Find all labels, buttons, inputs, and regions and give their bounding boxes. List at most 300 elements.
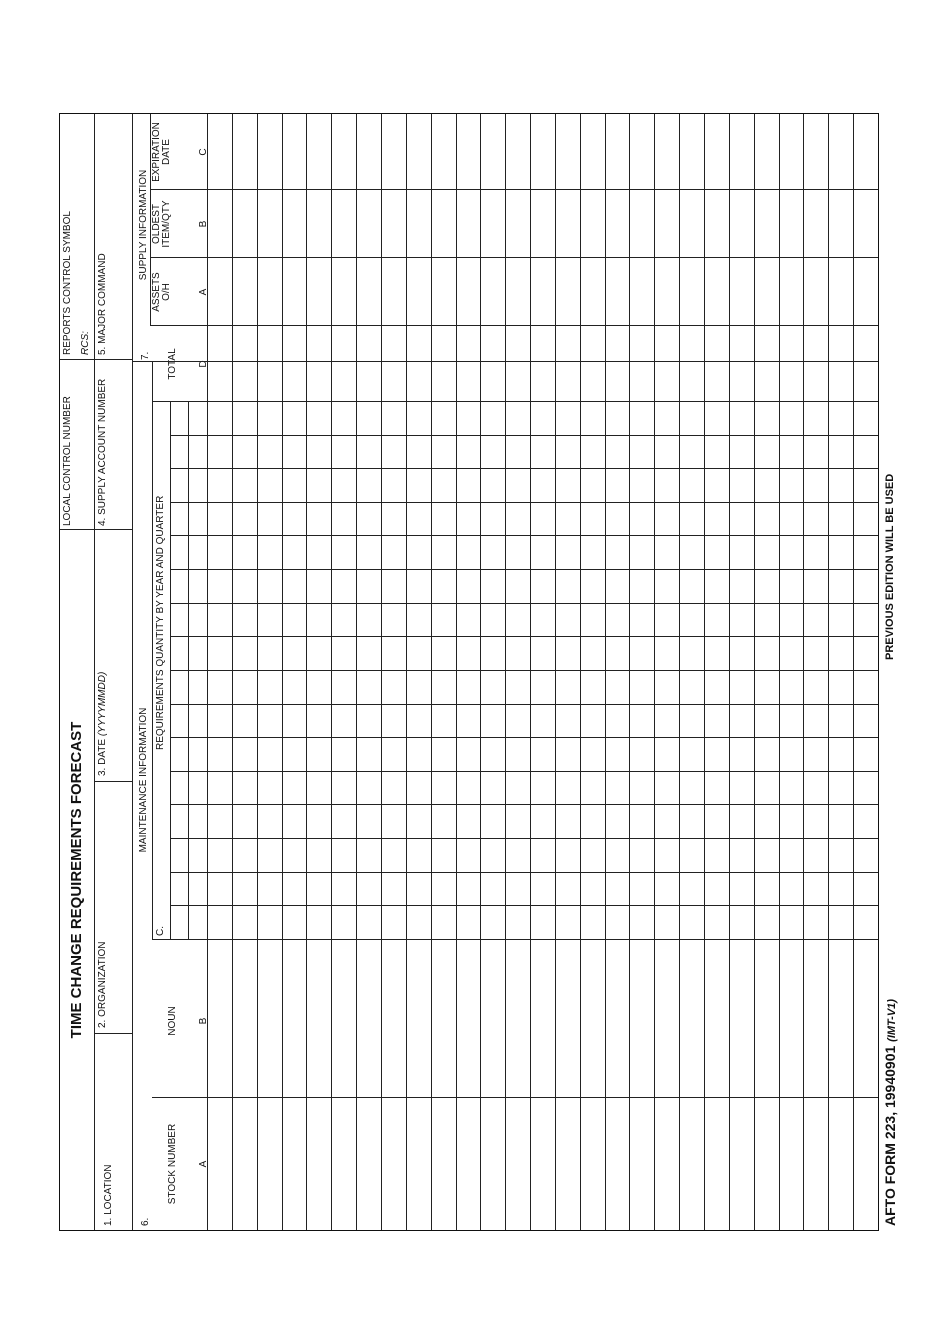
quarter-column-line bbox=[170, 838, 878, 839]
assets-cell[interactable] bbox=[629, 258, 654, 326]
assets-cell[interactable] bbox=[505, 258, 530, 326]
expiration-date-cell[interactable] bbox=[207, 114, 232, 190]
assets-cell[interactable] bbox=[754, 258, 779, 326]
oldest-item-cell[interactable] bbox=[779, 190, 804, 258]
local-control-number-label: LOCAL CONTROL NUMBER bbox=[62, 396, 73, 526]
stock-number-cell[interactable] bbox=[406, 1098, 431, 1230]
row-line bbox=[754, 114, 755, 1230]
expiration-date-cell[interactable] bbox=[232, 114, 257, 190]
noun-cell[interactable] bbox=[381, 940, 406, 1098]
noun-cell[interactable] bbox=[679, 940, 704, 1098]
row-line bbox=[853, 114, 854, 1230]
assets-cell[interactable] bbox=[406, 258, 431, 326]
rcs-label: RCS: bbox=[80, 331, 91, 355]
noun-cell[interactable] bbox=[232, 940, 257, 1098]
oldest-item-cell[interactable] bbox=[729, 190, 754, 258]
expiration-date-cell[interactable] bbox=[555, 114, 580, 190]
total-cell[interactable] bbox=[257, 362, 282, 402]
total-cell-ext[interactable] bbox=[505, 326, 530, 362]
organization-field[interactable] bbox=[110, 790, 132, 1030]
requirements-cell[interactable] bbox=[456, 402, 481, 940]
field-row-divider bbox=[132, 114, 133, 1230]
stock-number-letter: A bbox=[198, 1160, 209, 1168]
supply-information-heading: SUPPLY INFORMATION bbox=[138, 169, 149, 281]
row-line bbox=[654, 114, 655, 1230]
expiration-date-cell[interactable] bbox=[356, 114, 381, 190]
noun-cell[interactable] bbox=[282, 940, 307, 1098]
expiration-date-cell[interactable] bbox=[530, 114, 555, 190]
total-cell-ext[interactable] bbox=[679, 326, 704, 362]
total-cell[interactable] bbox=[803, 362, 828, 402]
quarter-column-line bbox=[170, 636, 878, 637]
assets-cell[interactable] bbox=[431, 258, 456, 326]
requirements-cell[interactable] bbox=[729, 402, 754, 940]
total-cell[interactable] bbox=[555, 362, 580, 402]
stock-number-cell[interactable] bbox=[282, 1098, 307, 1230]
noun-cell[interactable] bbox=[828, 940, 853, 1098]
row-line bbox=[306, 114, 307, 1230]
oldest-item-cell[interactable] bbox=[654, 190, 679, 258]
stock-number-cell[interactable] bbox=[306, 1098, 331, 1230]
row-line bbox=[505, 114, 506, 1230]
row-line bbox=[629, 114, 630, 1230]
stock-number-cell[interactable] bbox=[654, 1098, 679, 1230]
assets-cell[interactable] bbox=[282, 258, 307, 326]
row-line bbox=[729, 114, 730, 1230]
quarter-column-line bbox=[170, 872, 878, 873]
noun-cell[interactable] bbox=[331, 940, 356, 1098]
row-line bbox=[406, 114, 407, 1230]
assets-cell[interactable] bbox=[207, 258, 232, 326]
major-command-label: 5. MAJOR COMMAND bbox=[97, 253, 108, 355]
noun-cell[interactable] bbox=[356, 940, 381, 1098]
row-line bbox=[580, 114, 581, 1230]
total-cell-ext[interactable] bbox=[480, 326, 505, 362]
field-sep-3 bbox=[94, 529, 132, 530]
title-sep-1 bbox=[60, 529, 94, 530]
expiration-date-cell[interactable] bbox=[754, 114, 779, 190]
quarter-column-line bbox=[170, 905, 878, 906]
quarter-divider-1 bbox=[170, 402, 171, 940]
expiration-date-cell[interactable] bbox=[605, 114, 630, 190]
row-line bbox=[456, 114, 457, 1230]
row-line bbox=[779, 114, 780, 1230]
expiration-date-cell[interactable] bbox=[679, 114, 704, 190]
total-cell[interactable] bbox=[779, 362, 804, 402]
supply-subheader-line bbox=[150, 114, 151, 326]
stock-number-cell[interactable] bbox=[381, 1098, 406, 1230]
noun-cell[interactable] bbox=[654, 940, 679, 1098]
time-change-requirements-form bbox=[59, 113, 898, 1231]
requirements-cell[interactable] bbox=[530, 402, 555, 940]
total-cell[interactable] bbox=[356, 362, 381, 402]
quarter-column-line bbox=[170, 468, 878, 469]
noun-cell[interactable] bbox=[629, 940, 654, 1098]
total-cell-ext[interactable] bbox=[704, 326, 729, 362]
total-cell-ext[interactable] bbox=[580, 326, 605, 362]
requirements-cell[interactable] bbox=[356, 402, 381, 940]
total-cell[interactable] bbox=[729, 362, 754, 402]
local-control-number-field[interactable] bbox=[60, 363, 94, 528]
field-sep-2 bbox=[94, 781, 132, 782]
oldest-item-cell[interactable] bbox=[828, 190, 853, 258]
requirements-cell[interactable] bbox=[754, 402, 779, 940]
assets-cell[interactable] bbox=[679, 258, 704, 326]
noun-cell[interactable] bbox=[853, 940, 878, 1098]
total-cell-ext[interactable] bbox=[754, 326, 779, 362]
expiration-date-cell[interactable] bbox=[828, 114, 853, 190]
total-cell-ext[interactable] bbox=[232, 326, 257, 362]
oldest-item-cell[interactable] bbox=[505, 190, 530, 258]
stock-number-cell[interactable] bbox=[257, 1098, 282, 1230]
requirements-cell[interactable] bbox=[580, 402, 605, 940]
stock-number-cell[interactable] bbox=[704, 1098, 729, 1230]
form-identifier: AFTO FORM 223, 19940901 (IMT-V1) bbox=[882, 999, 898, 1226]
field-sep-1 bbox=[94, 1033, 132, 1034]
noun-cell[interactable] bbox=[505, 940, 530, 1098]
stock-number-cell[interactable] bbox=[779, 1098, 804, 1230]
stock-number-header: STOCK NUMBER bbox=[167, 1123, 178, 1205]
location-field[interactable] bbox=[115, 1038, 132, 1228]
assets-cell[interactable] bbox=[232, 258, 257, 326]
requirements-cell[interactable] bbox=[605, 402, 630, 940]
requirements-cell[interactable] bbox=[853, 402, 878, 940]
stock-number-cell[interactable] bbox=[754, 1098, 779, 1230]
noun-header: NOUN bbox=[167, 1006, 178, 1036]
requirements-cell[interactable] bbox=[257, 402, 282, 940]
assets-cell[interactable] bbox=[356, 258, 381, 326]
noun-cell[interactable] bbox=[257, 940, 282, 1098]
requirements-cell[interactable] bbox=[431, 402, 456, 940]
expiration-date-letter: C bbox=[198, 148, 209, 156]
maintenance-information-heading: MAINTENANCE INFORMATION bbox=[138, 707, 149, 853]
location-label: 1. LOCATION bbox=[103, 1164, 114, 1226]
total-cell[interactable] bbox=[282, 362, 307, 402]
quarter-column-line bbox=[170, 569, 878, 570]
stock-number-cell[interactable] bbox=[232, 1098, 257, 1230]
requirements-cell[interactable] bbox=[282, 402, 307, 940]
requirements-cell[interactable] bbox=[381, 402, 406, 940]
requirements-cell[interactable] bbox=[306, 402, 331, 940]
quarter-column-line bbox=[170, 435, 878, 436]
total-cell[interactable] bbox=[331, 362, 356, 402]
stock-number-cell[interactable] bbox=[828, 1098, 853, 1230]
noun-cell[interactable] bbox=[580, 940, 605, 1098]
oldest-item-cell[interactable] bbox=[530, 190, 555, 258]
oldest-item-cell[interactable] bbox=[257, 190, 282, 258]
oldest-item-cell[interactable] bbox=[803, 190, 828, 258]
total-cell-ext[interactable] bbox=[605, 326, 630, 362]
oldest-item-cell[interactable] bbox=[356, 190, 381, 258]
total-cell[interactable] bbox=[207, 362, 232, 402]
quarter-column-line bbox=[170, 535, 878, 536]
assets-cell[interactable] bbox=[257, 258, 282, 326]
total-cell-ext[interactable] bbox=[381, 326, 406, 362]
oldest-item-cell[interactable] bbox=[331, 190, 356, 258]
assets-cell[interactable] bbox=[480, 258, 505, 326]
oldest-item-cell[interactable] bbox=[679, 190, 704, 258]
noun-cell[interactable] bbox=[729, 940, 754, 1098]
requirements-cell[interactable] bbox=[555, 402, 580, 940]
total-cell[interactable] bbox=[654, 362, 679, 402]
oldest-item-cell[interactable] bbox=[406, 190, 431, 258]
stock-number-cell[interactable] bbox=[729, 1098, 754, 1230]
supply-account-number-field[interactable] bbox=[110, 363, 132, 528]
total-cell[interactable] bbox=[679, 362, 704, 402]
total-cell-ext[interactable] bbox=[530, 326, 555, 362]
assets-cell[interactable] bbox=[530, 258, 555, 326]
stock-number-cell[interactable] bbox=[480, 1098, 505, 1230]
quarter-column-line bbox=[170, 771, 878, 772]
quarter-divider-2 bbox=[188, 402, 189, 940]
total-cell-ext[interactable] bbox=[456, 326, 481, 362]
total-cell[interactable] bbox=[704, 362, 729, 402]
expiration-date-cell[interactable] bbox=[306, 114, 331, 190]
section-7-number: 7. bbox=[140, 351, 151, 360]
row-line bbox=[381, 114, 382, 1230]
total-cell-ext[interactable] bbox=[406, 326, 431, 362]
expiration-date-cell[interactable] bbox=[282, 114, 307, 190]
row-line bbox=[331, 114, 332, 1230]
requirements-cell[interactable] bbox=[654, 402, 679, 940]
expiration-date-cell[interactable] bbox=[580, 114, 605, 190]
assets-cell[interactable] bbox=[779, 258, 804, 326]
assets-cell[interactable] bbox=[729, 258, 754, 326]
total-cell[interactable] bbox=[306, 362, 331, 402]
stock-number-cell[interactable] bbox=[853, 1098, 878, 1230]
requirements-cell[interactable] bbox=[629, 402, 654, 940]
total-cell[interactable] bbox=[456, 362, 481, 402]
assets-cell[interactable] bbox=[580, 258, 605, 326]
stock-number-cell[interactable] bbox=[530, 1098, 555, 1230]
reports-control-symbol-label: REPORTS CONTROL SYMBOL bbox=[62, 211, 73, 355]
major-command-field[interactable] bbox=[110, 117, 132, 357]
total-cell[interactable] bbox=[480, 362, 505, 402]
noun-cell[interactable] bbox=[456, 940, 481, 1098]
total-cell-ext[interactable] bbox=[257, 326, 282, 362]
stock-number-cell[interactable] bbox=[679, 1098, 704, 1230]
total-cell-ext[interactable] bbox=[629, 326, 654, 362]
requirements-cell[interactable] bbox=[505, 402, 530, 940]
requirements-cell[interactable] bbox=[803, 402, 828, 940]
total-cell-ext[interactable] bbox=[207, 326, 232, 362]
total-cell-ext[interactable] bbox=[306, 326, 331, 362]
stock-number-cell[interactable] bbox=[505, 1098, 530, 1230]
assets-cell[interactable] bbox=[605, 258, 630, 326]
row-line bbox=[679, 114, 680, 1230]
oldest-item-cell[interactable] bbox=[704, 190, 729, 258]
expiration-date-cell[interactable] bbox=[803, 114, 828, 190]
stock-number-cell[interactable] bbox=[456, 1098, 481, 1230]
quarter-column-line bbox=[170, 502, 878, 503]
total-cell-ext[interactable] bbox=[431, 326, 456, 362]
total-cell[interactable] bbox=[754, 362, 779, 402]
date-field[interactable] bbox=[110, 538, 132, 778]
oldest-item-cell[interactable] bbox=[431, 190, 456, 258]
assets-cell[interactable] bbox=[704, 258, 729, 326]
oldest-item-header: OLDEST ITEM/QTY bbox=[151, 200, 172, 248]
oldest-item-cell[interactable] bbox=[480, 190, 505, 258]
total-cell-ext[interactable] bbox=[729, 326, 754, 362]
oldest-item-cell[interactable] bbox=[629, 190, 654, 258]
noun-cell[interactable] bbox=[207, 940, 232, 1098]
requirements-cell[interactable] bbox=[704, 402, 729, 940]
oldest-item-letter: B bbox=[198, 220, 209, 228]
total-cell-ext[interactable] bbox=[282, 326, 307, 362]
expiration-date-cell[interactable] bbox=[505, 114, 530, 190]
row-line bbox=[257, 114, 258, 1230]
oldest-item-cell[interactable] bbox=[456, 190, 481, 258]
noun-cell[interactable] bbox=[406, 940, 431, 1098]
stock-number-cell[interactable] bbox=[331, 1098, 356, 1230]
expiration-date-cell[interactable] bbox=[654, 114, 679, 190]
stock-number-cell[interactable] bbox=[803, 1098, 828, 1230]
assets-letter: A bbox=[198, 288, 209, 296]
date-label: 3. DATE (YYYYMMDD) bbox=[97, 671, 108, 776]
noun-cell[interactable] bbox=[803, 940, 828, 1098]
requirements-cell[interactable] bbox=[828, 402, 853, 940]
total-cell[interactable] bbox=[530, 362, 555, 402]
oldest-item-cell[interactable] bbox=[853, 190, 878, 258]
previous-edition-notice: PREVIOUS EDITION WILL BE USED bbox=[884, 473, 896, 660]
noun-cell[interactable] bbox=[530, 940, 555, 1098]
noun-cell[interactable] bbox=[754, 940, 779, 1098]
assets-cell[interactable] bbox=[555, 258, 580, 326]
total-cell-ext[interactable] bbox=[654, 326, 679, 362]
total-cell[interactable] bbox=[381, 362, 406, 402]
noun-cell[interactable] bbox=[555, 940, 580, 1098]
assets-header: ASSETS O/H bbox=[151, 272, 172, 312]
expiration-date-cell[interactable] bbox=[729, 114, 754, 190]
stock-number-cell[interactable] bbox=[605, 1098, 630, 1230]
oldest-item-cell[interactable] bbox=[207, 190, 232, 258]
row-line bbox=[704, 114, 705, 1230]
requirements-cell[interactable] bbox=[331, 402, 356, 940]
expiration-date-cell[interactable] bbox=[257, 114, 282, 190]
oldest-item-cell[interactable] bbox=[555, 190, 580, 258]
total-header: TOTAL bbox=[167, 348, 178, 380]
stock-number-cell[interactable] bbox=[555, 1098, 580, 1230]
row-line bbox=[282, 114, 283, 1230]
total-cell[interactable] bbox=[828, 362, 853, 402]
requirements-cell[interactable] bbox=[679, 402, 704, 940]
requirements-cell[interactable] bbox=[406, 402, 431, 940]
oldest-item-cell[interactable] bbox=[580, 190, 605, 258]
oldest-item-cell[interactable] bbox=[754, 190, 779, 258]
requirements-cell[interactable] bbox=[232, 402, 257, 940]
expiration-date-cell[interactable] bbox=[629, 114, 654, 190]
row-line bbox=[605, 114, 606, 1230]
row-line bbox=[356, 114, 357, 1230]
title-divider bbox=[94, 114, 95, 1230]
quarter-column-line bbox=[170, 704, 878, 705]
total-cell[interactable] bbox=[505, 362, 530, 402]
row-line bbox=[431, 114, 432, 1230]
stock-number-cell[interactable] bbox=[431, 1098, 456, 1230]
noun-cell[interactable] bbox=[704, 940, 729, 1098]
section-6-number: 6. bbox=[140, 1217, 151, 1226]
requirements-cell[interactable] bbox=[779, 402, 804, 940]
total-cell[interactable] bbox=[431, 362, 456, 402]
noun-cell[interactable] bbox=[779, 940, 804, 1098]
expiration-date-cell[interactable] bbox=[331, 114, 356, 190]
expiration-date-cell[interactable] bbox=[853, 114, 878, 190]
row-line bbox=[232, 114, 233, 1230]
expiration-date-cell[interactable] bbox=[456, 114, 481, 190]
quarter-column-line bbox=[170, 603, 878, 604]
column-c-letter: C. bbox=[155, 926, 166, 936]
row-line bbox=[828, 114, 829, 1230]
row-line bbox=[480, 114, 481, 1230]
noun-letter: B bbox=[198, 1017, 209, 1025]
stock-number-cell[interactable] bbox=[580, 1098, 605, 1230]
expiration-date-cell[interactable] bbox=[406, 114, 431, 190]
assets-cell[interactable] bbox=[331, 258, 356, 326]
assets-cell[interactable] bbox=[306, 258, 331, 326]
oldest-item-cell[interactable] bbox=[381, 190, 406, 258]
total-cell[interactable] bbox=[605, 362, 630, 402]
total-cell[interactable] bbox=[580, 362, 605, 402]
total-cell-ext[interactable] bbox=[356, 326, 381, 362]
total-cell[interactable] bbox=[232, 362, 257, 402]
assets-cell[interactable] bbox=[456, 258, 481, 326]
total-letter: D bbox=[198, 360, 209, 368]
row-line bbox=[530, 114, 531, 1230]
stock-number-cell[interactable] bbox=[629, 1098, 654, 1230]
expiration-date-cell[interactable] bbox=[431, 114, 456, 190]
quarter-column-line bbox=[170, 804, 878, 805]
total-cell-ext[interactable] bbox=[803, 326, 828, 362]
expiration-date-cell[interactable] bbox=[480, 114, 505, 190]
total-cell-ext[interactable] bbox=[779, 326, 804, 362]
supply-account-number-label: 4. SUPPLY ACCOUNT NUMBER bbox=[97, 378, 108, 526]
stock-number-cell[interactable] bbox=[356, 1098, 381, 1230]
quarter-column-line bbox=[170, 737, 878, 738]
oldest-item-cell[interactable] bbox=[282, 190, 307, 258]
total-cell-ext[interactable] bbox=[555, 326, 580, 362]
noun-cell[interactable] bbox=[480, 940, 505, 1098]
noun-cell[interactable] bbox=[605, 940, 630, 1098]
total-cell[interactable] bbox=[629, 362, 654, 402]
oldest-item-cell[interactable] bbox=[605, 190, 630, 258]
assets-cell[interactable] bbox=[803, 258, 828, 326]
expiration-date-cell[interactable] bbox=[704, 114, 729, 190]
total-cell[interactable] bbox=[406, 362, 431, 402]
assets-cell[interactable] bbox=[828, 258, 853, 326]
title-sep-2 bbox=[60, 359, 94, 360]
organization-label: 2. ORGANIZATION bbox=[97, 941, 108, 1028]
assets-cell[interactable] bbox=[654, 258, 679, 326]
row-line bbox=[555, 114, 556, 1230]
assets-cell[interactable] bbox=[853, 258, 878, 326]
expiration-date-cell[interactable] bbox=[779, 114, 804, 190]
requirements-cell[interactable] bbox=[480, 402, 505, 940]
oldest-item-cell[interactable] bbox=[306, 190, 331, 258]
total-cell-ext[interactable] bbox=[331, 326, 356, 362]
requirements-cell[interactable] bbox=[207, 402, 232, 940]
requirements-quantity-header: REQUIREMENTS QUANTITY BY YEAR AND QUARTER bbox=[155, 495, 166, 750]
noun-cell[interactable] bbox=[431, 940, 456, 1098]
assets-cell[interactable] bbox=[381, 258, 406, 326]
total-cell[interactable] bbox=[853, 362, 878, 402]
expiration-date-cell[interactable] bbox=[381, 114, 406, 190]
stock-number-cell[interactable] bbox=[207, 1098, 232, 1230]
total-cell-ext[interactable] bbox=[828, 326, 853, 362]
noun-cell[interactable] bbox=[306, 940, 331, 1098]
total-cell-ext[interactable] bbox=[853, 326, 878, 362]
oldest-item-cell[interactable] bbox=[232, 190, 257, 258]
field-sep-4 bbox=[94, 359, 132, 360]
